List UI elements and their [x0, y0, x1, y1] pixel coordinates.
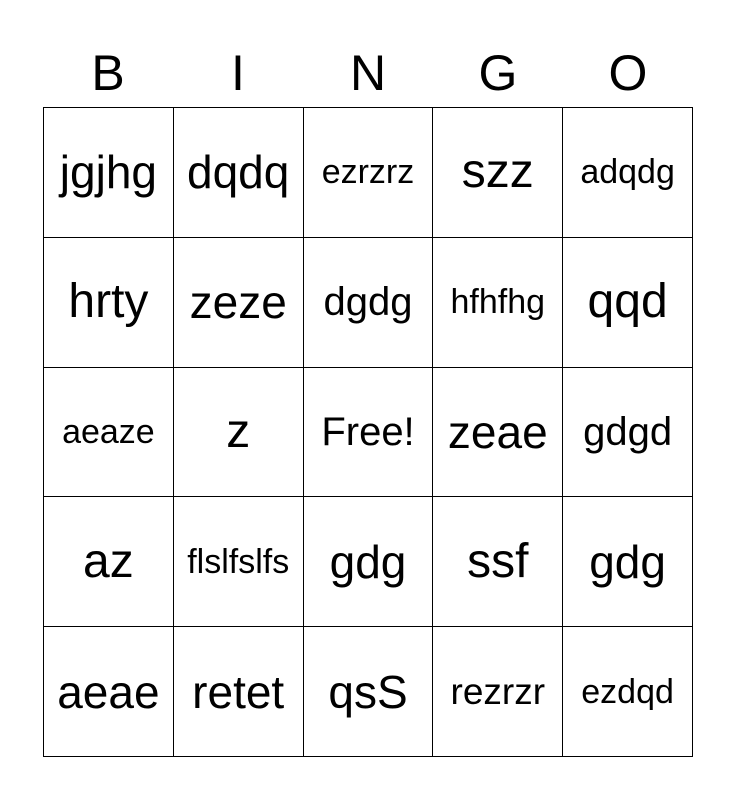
bingo-cell-r3-c2[interactable]: z — [174, 368, 304, 498]
header-letter-g: G — [478, 45, 518, 101]
bingo-cell-r1-c5[interactable]: adqdg — [563, 108, 693, 238]
bingo-cell-r3-c5[interactable]: gdgd — [563, 368, 693, 498]
bingo-cell-r5-c5[interactable]: ezdqd — [563, 627, 693, 757]
header-letter-o: O — [608, 45, 648, 101]
bingo-cell-r1-c4[interactable]: szz — [433, 108, 563, 238]
bingo-cell-r3-c1[interactable]: aeaze — [44, 368, 174, 498]
bingo-cell-r4-c4[interactable]: ssf — [433, 497, 563, 627]
bingo-card-grid — [43, 107, 693, 757]
bingo-cell-r1-c3[interactable]: ezrzrz — [304, 108, 434, 238]
bingo-cell-r5-c4[interactable]: rezrzr — [433, 627, 563, 757]
bingo-cell-r4-c5[interactable]: gdg — [563, 497, 693, 627]
header-letter-n: N — [349, 45, 387, 101]
header-letter-b: B — [91, 45, 125, 101]
bingo-header — [43, 40, 693, 106]
bingo-cell-r2-c4[interactable]: hfhfhg — [433, 238, 563, 368]
bingo-cell-r1-c2[interactable]: dqdq — [174, 108, 304, 238]
bingo-cell-free[interactable]: Free! — [304, 368, 434, 498]
bingo-cell-r2-c3[interactable]: dgdg — [304, 238, 434, 368]
bingo-cell-r5-c2[interactable]: retet — [174, 627, 304, 757]
bingo-cell-r3-c4[interactable]: zeae — [433, 368, 563, 498]
bingo-cell-r2-c1[interactable]: hrty — [44, 238, 174, 368]
bingo-cell-r1-c1[interactable]: jgjhg — [44, 108, 174, 238]
bingo-cell-r4-c1[interactable]: az — [44, 497, 174, 627]
bingo-cell-r2-c5[interactable]: qqd — [563, 238, 693, 368]
bingo-cell-r5-c3[interactable]: qsS — [304, 627, 434, 757]
bingo-cell-r5-c1[interactable]: aeae — [44, 627, 174, 757]
bingo-cell-r4-c3[interactable]: gdg — [304, 497, 434, 627]
header-letter-i: I — [231, 45, 245, 101]
bingo-cell-r2-c2[interactable]: zeze — [174, 238, 304, 368]
bingo-cell-r4-c2[interactable]: flslfslfs — [174, 497, 304, 627]
